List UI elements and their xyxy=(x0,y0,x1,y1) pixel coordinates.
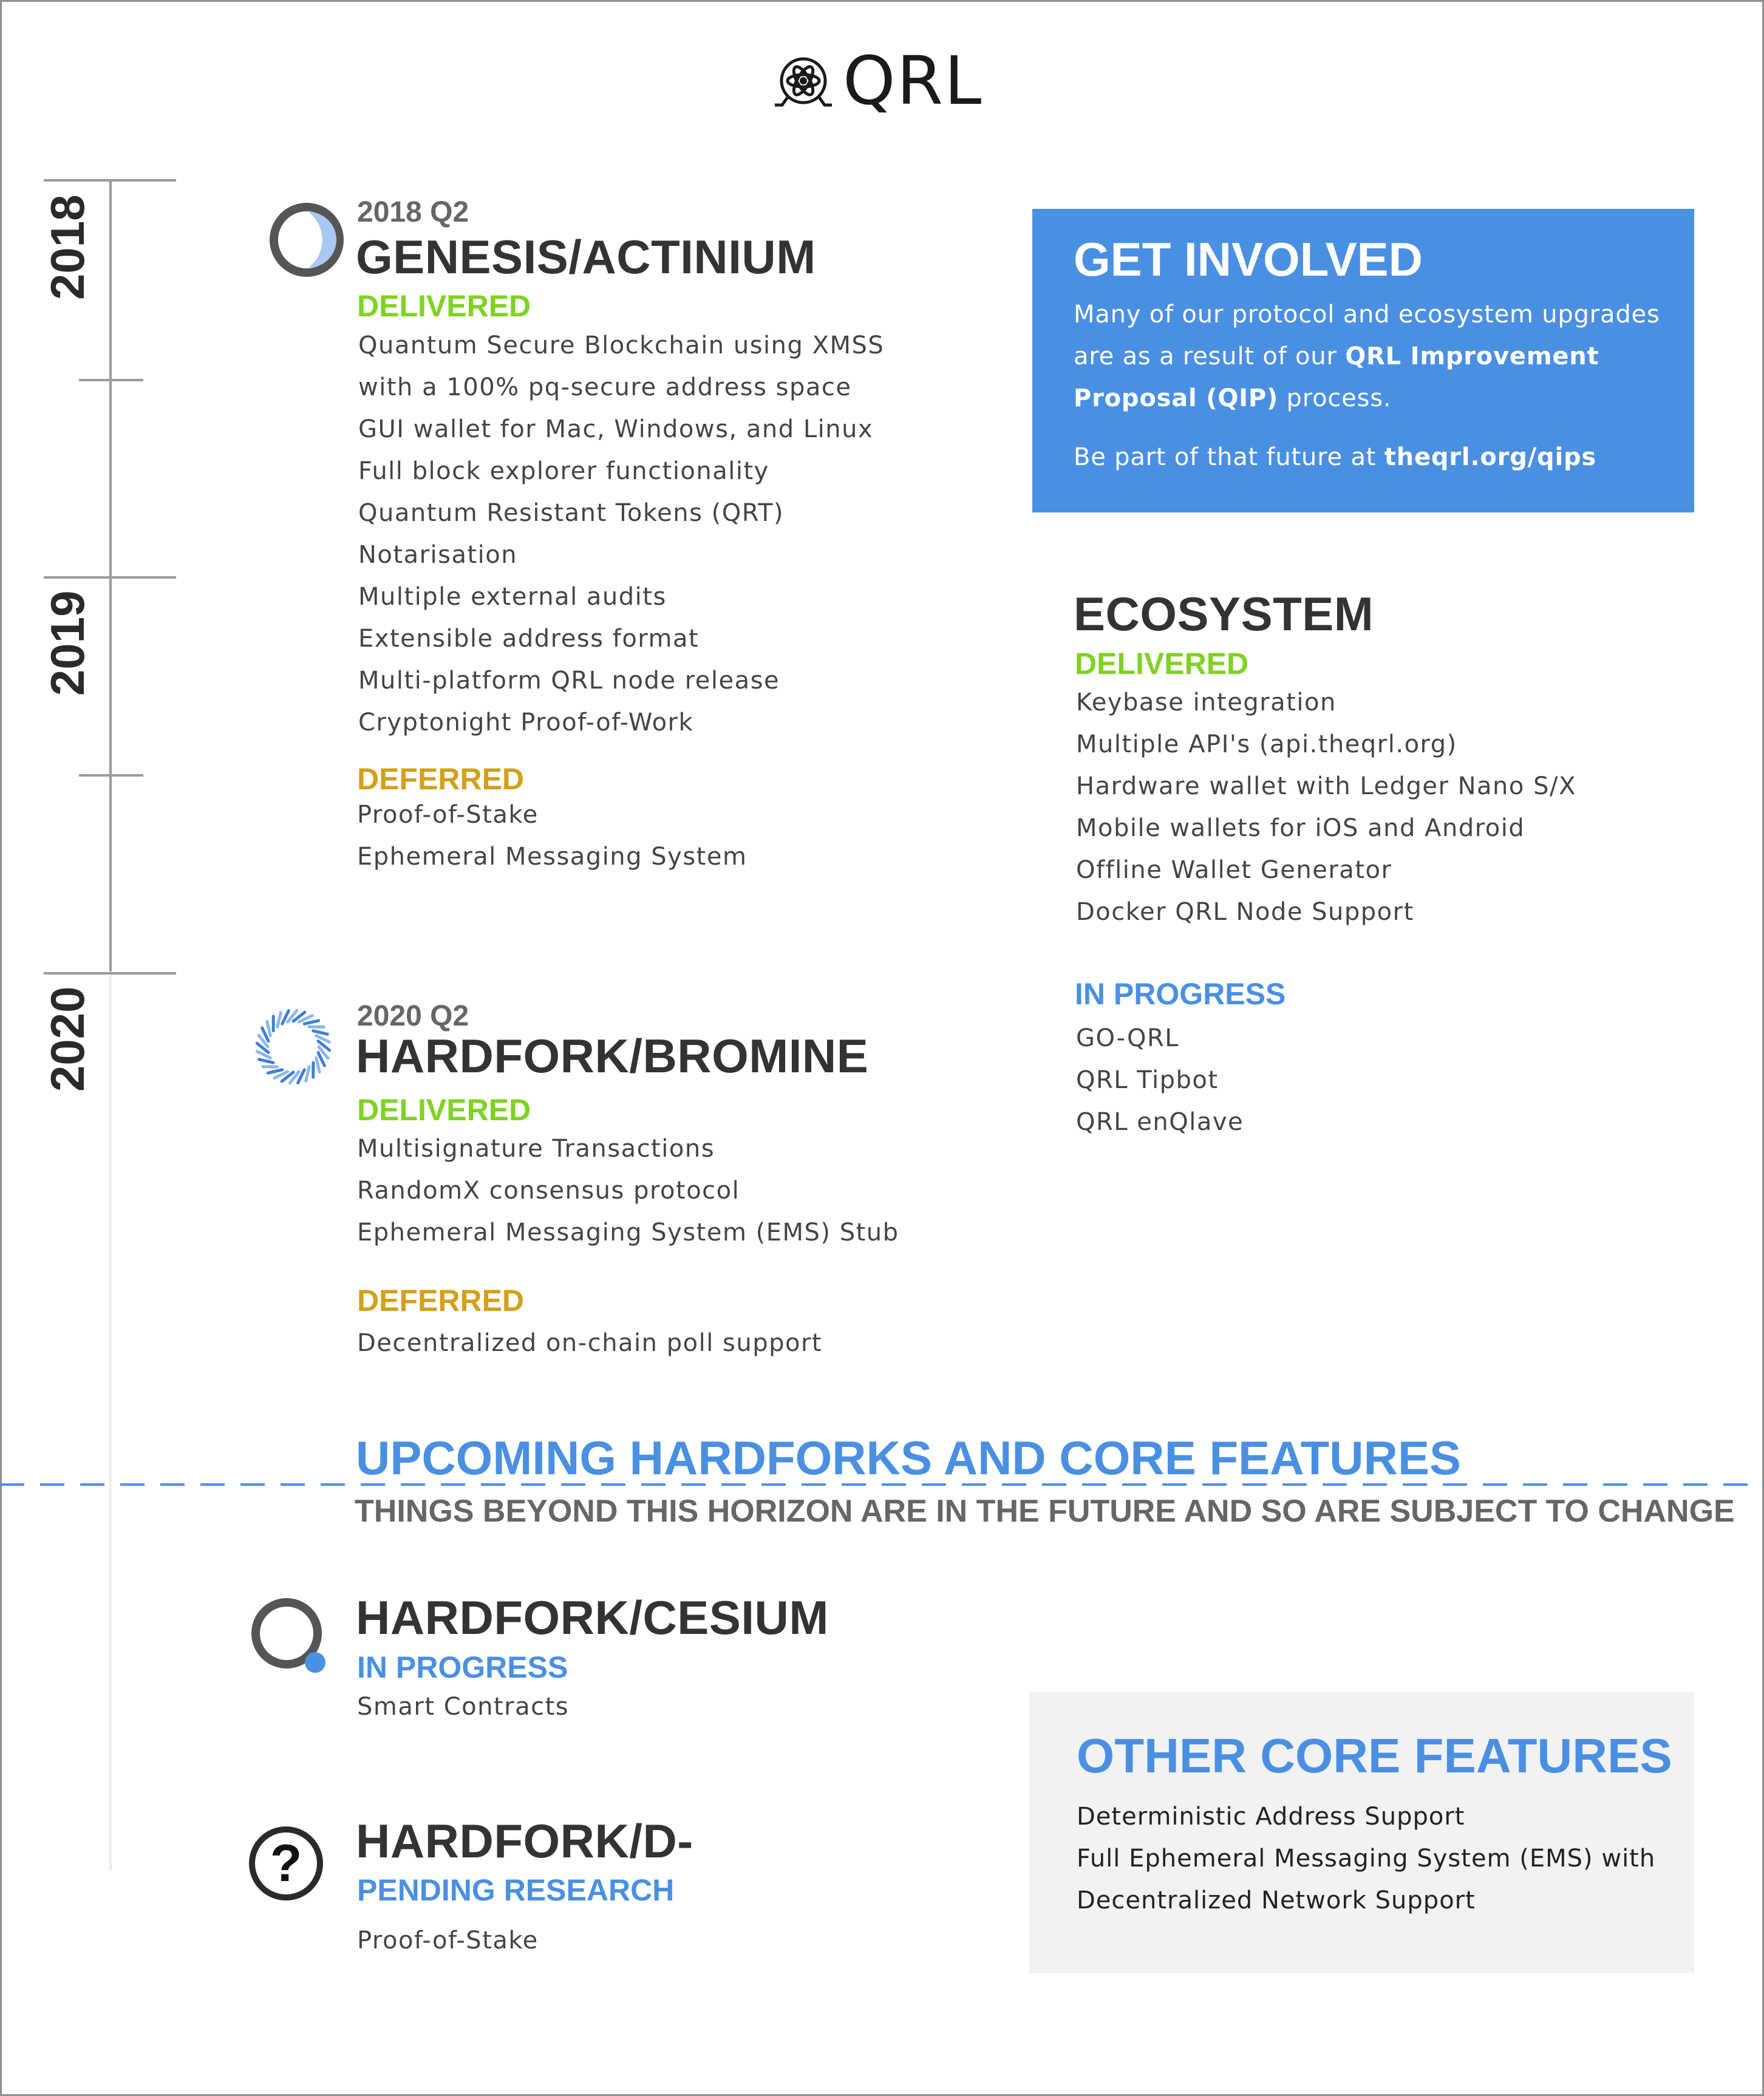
list-item: Ephemeral Messaging System (EMS) Stub xyxy=(357,1219,899,1247)
year-2020: 2020 xyxy=(41,986,94,1092)
list-item: Hardware wallet with Ledger Nano S/X xyxy=(1076,772,1576,800)
list-item: QRL enQlave xyxy=(1076,1108,1244,1136)
get-involved-line xyxy=(1074,437,1694,478)
genesis-delivered-list xyxy=(358,325,884,744)
year-2019: 2019 xyxy=(41,590,94,696)
list-item: GUI wallet for Mac, Windows, and Linux xyxy=(358,415,874,443)
genesis-delivered-label: DELIVERED xyxy=(357,289,531,323)
ecosystem-progress-label: IN PROGRESS xyxy=(1075,977,1286,1011)
cesium-items xyxy=(357,1686,569,1728)
list-item: Keybase integration xyxy=(1076,689,1337,716)
qrl-atom-icon xyxy=(770,50,837,111)
bromine-delivered-label: DELIVERED xyxy=(357,1093,531,1127)
bromine-ring-segment xyxy=(304,1021,318,1024)
list-item: Deterministic Address Support xyxy=(1077,1803,1465,1831)
list-item: Ephemeral Messaging System xyxy=(357,843,747,871)
logo-text: QRL xyxy=(843,42,983,120)
get-involved-box xyxy=(1032,209,1694,512)
d-title: HARDFORK/D- xyxy=(356,1814,693,1868)
list-item: Multisignature Transactions xyxy=(357,1135,715,1163)
bromine-icon xyxy=(252,1005,335,1088)
text: process. xyxy=(1278,384,1392,412)
ecosystem-delivered-label: DELIVERED xyxy=(1075,647,1249,681)
bromine-title: HARDFORK/BROMINE xyxy=(356,1029,869,1083)
bromine-ring-segment xyxy=(268,1070,282,1073)
get-involved-line xyxy=(1074,336,1694,378)
get-involved-line xyxy=(1074,378,1694,420)
ecosystem-title: ECOSYSTEM xyxy=(1074,587,1374,641)
genesis-deferred-list xyxy=(357,794,747,878)
list-item: Smart Contracts xyxy=(357,1693,570,1721)
bromine-deferred-list xyxy=(357,1322,822,1364)
qip-link-text: Proposal (QIP) xyxy=(1074,384,1279,412)
list-item: Multi-platform QRL node release xyxy=(358,667,780,695)
list-item: with a 100% pq-secure address space xyxy=(358,373,852,401)
qips-url-link[interactable]: theqrl.org/qips xyxy=(1384,443,1597,471)
list-item: Docker QRL Node Support xyxy=(1076,898,1414,926)
list-item: Full Ephemeral Messaging System (EMS) with xyxy=(1077,1845,1656,1873)
list-item: QRL Tipbot xyxy=(1076,1066,1219,1094)
genesis-title: GENESIS/ACTINIUM xyxy=(356,230,816,284)
qrl-logo xyxy=(770,42,983,120)
bromine-ring-segment xyxy=(278,1013,281,1027)
list-item: Mobile wallets for iOS and Android xyxy=(1076,814,1525,842)
list-item: Quantum Resistant Tokens (QRT) xyxy=(358,499,785,527)
bromine-ring-segment xyxy=(306,1067,309,1081)
list-item: Extensible address format xyxy=(358,625,700,653)
list-item: Decentralized on-chain poll support xyxy=(357,1329,823,1357)
other-core-features-box xyxy=(1029,1692,1694,1973)
actinium-icon xyxy=(267,200,346,279)
bromine-ring-segment xyxy=(313,1031,327,1034)
list-item: Offline Wallet Generator xyxy=(1076,856,1392,884)
bromine-ring-segment xyxy=(316,1058,319,1072)
upcoming-title: UPCOMING HARDFORKS AND CORE FEATURES xyxy=(355,1434,1471,1482)
list-item: Notarisation xyxy=(358,541,518,569)
d-items xyxy=(357,1920,539,1962)
ecosystem-delivered-list xyxy=(1076,682,1576,933)
get-involved-title: GET INVOLVED xyxy=(1074,233,1423,286)
list-item: Multiple external audits xyxy=(358,583,667,611)
list-item: GO-QRL xyxy=(1076,1024,1180,1052)
list-item: Multiple API's (api.theqrl.org) xyxy=(1076,730,1457,758)
text: are as a result of our xyxy=(1074,342,1346,370)
list-item: Decentralized Network Support xyxy=(1077,1887,1476,1914)
list-item: Quantum Secure Blockchain using XMSS xyxy=(358,332,885,359)
list-item: Cryptonight Proof-of-Work xyxy=(358,709,694,737)
list-item: Proof-of-Stake xyxy=(357,801,539,829)
qip-link-text: QRL Improvement xyxy=(1345,342,1599,370)
timeline xyxy=(0,0,182,1882)
ecosystem-progress-list xyxy=(1076,1018,1244,1143)
list-item: RandomX consensus protocol xyxy=(357,1177,740,1205)
cesium-title: HARDFORK/CESIUM xyxy=(356,1591,829,1644)
bromine-quarter: 2020 Q2 xyxy=(357,1000,469,1032)
get-involved-line: Many of our protocol and ecosystem upgrades xyxy=(1074,301,1660,328)
genesis-deferred-label: DEFERRED xyxy=(357,762,525,796)
cesium-status-label: IN PROGRESS xyxy=(357,1650,568,1684)
bromine-ring-segment xyxy=(259,1060,273,1063)
text: Be part of that future at xyxy=(1074,443,1384,471)
d-status-label: PENDING RESEARCH xyxy=(357,1873,675,1907)
cesium-icon xyxy=(249,1596,330,1677)
bromine-delivered-list xyxy=(357,1128,899,1254)
upcoming-subtitle: THINGS BEYOND THIS HORIZON ARE IN THE FUTURE AND SO ARE SUBJECT TO CHANGE xyxy=(355,1494,1735,1529)
bromine-deferred-label: DEFERRED xyxy=(357,1284,525,1318)
year-2018: 2018 xyxy=(41,194,94,300)
list-item: Proof-of-Stake xyxy=(357,1927,539,1955)
other-core-title: OTHER CORE FEATURES xyxy=(1077,1729,1672,1783)
list-item: Full block explorer functionality xyxy=(358,457,769,485)
bromine-ring-segment xyxy=(267,1021,270,1035)
other-core-list xyxy=(1077,1796,1694,1922)
genesis-quarter: 2018 Q2 xyxy=(357,196,469,228)
question-icon: ? xyxy=(249,1826,323,1900)
